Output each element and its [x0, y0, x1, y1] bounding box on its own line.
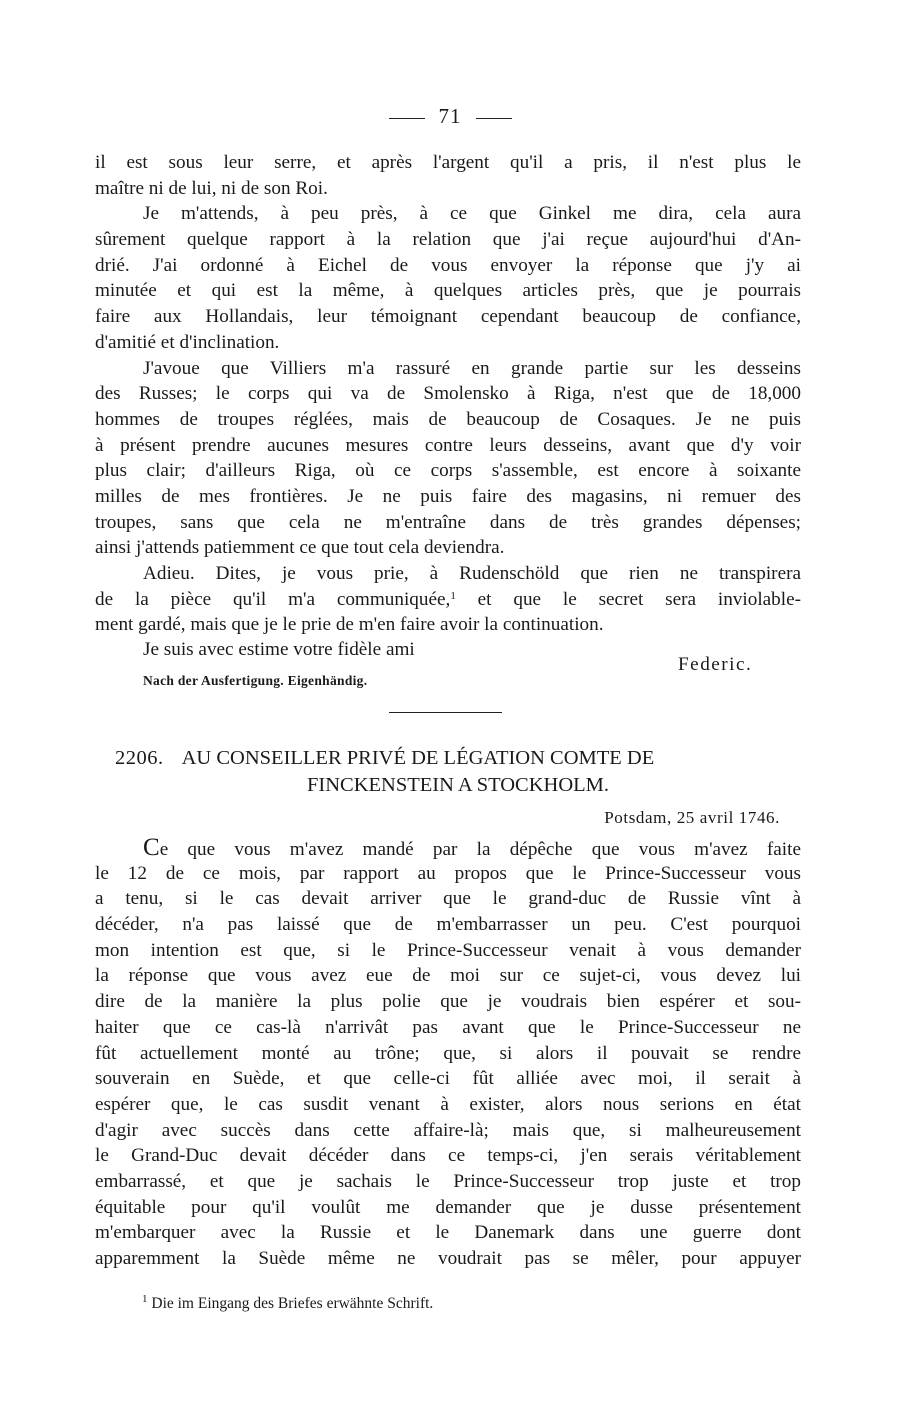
page-number: 71	[438, 104, 462, 128]
text-line: ainsi j'attends patiemment ce que tout cela deviendra.	[95, 537, 505, 559]
footnote-number: 1	[142, 1293, 148, 1305]
text-line: hommes de troupes réglées, mais de beaucoup de Cosaques. Je ne puis	[95, 408, 801, 430]
text-line: il est sous leur serre, et après l'argent qu'il a pris, il n'est plus le	[95, 152, 801, 173]
text-line: espérer que, le cas susdit venant à exister, alors nous serions en état	[95, 1093, 801, 1115]
heading-line-2: FINCKENSTEIN A STOCKHOLM.	[306, 774, 610, 796]
text-line: maître ni de lui, ni de son Roi.	[95, 177, 328, 199]
signature: Federic.	[678, 654, 753, 675]
letter-body-2	[95, 835, 801, 1272]
page-header	[0, 104, 900, 129]
text-line: souverain en Suède, et que celle-ci fût alliée avec moi, il serait à	[95, 1068, 801, 1090]
text-line: haiter que ce cas-là n'arrivât pas avant que le Prince-Successeur ne	[95, 1016, 801, 1038]
text-line: mon intention est que, si le Prince-Successeur venait à vous demander	[95, 939, 801, 961]
footnote	[142, 1295, 433, 1313]
closing-line: Je suis avec estime votre fidèle ami	[143, 639, 415, 660]
text-line: ment gardé, mais que je le prie de m'en faire avoir la continuation.	[95, 614, 604, 636]
text-line: apparemment la Suède même ne voudrait pas se mêler, pour appuyer	[95, 1248, 801, 1269]
text-line: à présent prendre aucunes mesures contre leurs desseins, avant que d'y voir	[95, 434, 801, 456]
text-line: a tenu, si le cas devait arriver que le grand-duc de Russie vînt à	[95, 888, 801, 910]
text-line-part: de la pièce qu'il m'a communiquée,	[95, 588, 451, 610]
text-line: dire de la manière la plus polie que je voudrais bien espérer et sou-	[95, 991, 801, 1013]
text-line-first	[95, 835, 801, 861]
document-number: 2206.	[115, 747, 164, 769]
footnote-marker: 1	[450, 589, 456, 602]
text-line: le Grand-Duc devait décéder dans ce temps-ci, j'en serais véritablement	[95, 1145, 801, 1167]
header-dash-left	[389, 118, 425, 119]
text-line: troupes, sans que cela ne m'entraîne dans de très grandes dépenses;	[95, 511, 801, 533]
text-line: m'embarquer avec la Russie et le Danemark dans une guerre dont	[95, 1222, 801, 1244]
letter-body	[95, 150, 801, 638]
text-line: des Russes; le corps qui va de Smolensko à Riga, n'est que de 18,000	[95, 383, 801, 405]
text-line: Je m'attends, à peu près, à ce que Ginkel me dira, cela aura	[143, 203, 801, 225]
text-line: Adieu. Dites, je vous prie, à Rudenschöld que rien ne transpirera	[143, 563, 801, 584]
footnote-text: Die im Eingang des Briefes erwähnte Schrift.	[151, 1295, 434, 1312]
text-line-with-footnote	[95, 587, 801, 613]
section-heading	[95, 745, 801, 799]
text-line: embarrassé, et que je sachais le Prince-Successeur trop juste et trop	[95, 1170, 801, 1192]
text-line-part: et que le secret sera inviolable-	[455, 588, 801, 610]
dateline: Potsdam, 25 avril 1746.	[604, 808, 780, 827]
source-note: Nach der Ausfertigung. Eigenhändig.	[143, 673, 368, 688]
header-dash-right	[476, 118, 512, 119]
text-line: la réponse que vous avez eue de moi sur ce sujet-ci, vous devez lui	[95, 965, 801, 987]
text-line: plus clair; d'ailleurs Riga, où ce corps s'assemble, est encore à soixante	[95, 460, 801, 482]
text-line: minutée et qui est la même, à quelques articles près, que je pourrais	[95, 280, 801, 302]
text-line: sûrement quelque rapport à la relation que j'ai reçue aujourd'hui d'An-	[95, 229, 801, 251]
text-line: décéder, n'a pas laissé que de m'embarrasser un peu. C'est pourquoi	[95, 914, 801, 936]
heading-line-1: AU CONSEILLER PRIVÉ DE LÉGATION COMTE DE	[181, 747, 655, 769]
text-line: le 12 de ce mois, par rapport au propos que le Prince-Successeur vous	[95, 862, 801, 884]
text-line: faire aux Hollandais, leur témoignant cependant beaucoup de confiance,	[95, 306, 801, 328]
text-line: fût actuellement monté au trône; que, si alors il pouvait se rendre	[95, 1042, 801, 1064]
text-line: J'avoue que Villiers m'a rassuré en grande partie sur les desseins	[143, 357, 801, 379]
text-line: milles de mes frontières. Je ne puis faire des magasins, ni remuer des	[95, 485, 801, 507]
section-divider	[389, 712, 502, 713]
text-line: d'amitié et d'inclination.	[95, 331, 280, 353]
text-line: d'agir avec succès dans cette affaire-là; mais que, si malheureusement	[95, 1119, 801, 1141]
text-line-part: e que vous m'avez mandé par la dépêche que vous m'avez faite	[159, 839, 801, 860]
text-line: équitable pour qu'il voulût me demander que je dusse présentement	[95, 1196, 801, 1218]
initial-letter: C	[143, 834, 160, 861]
text-line: drié. J'ai ordonné à Eichel de vous envoyer la réponse que j'y ai	[95, 254, 801, 276]
